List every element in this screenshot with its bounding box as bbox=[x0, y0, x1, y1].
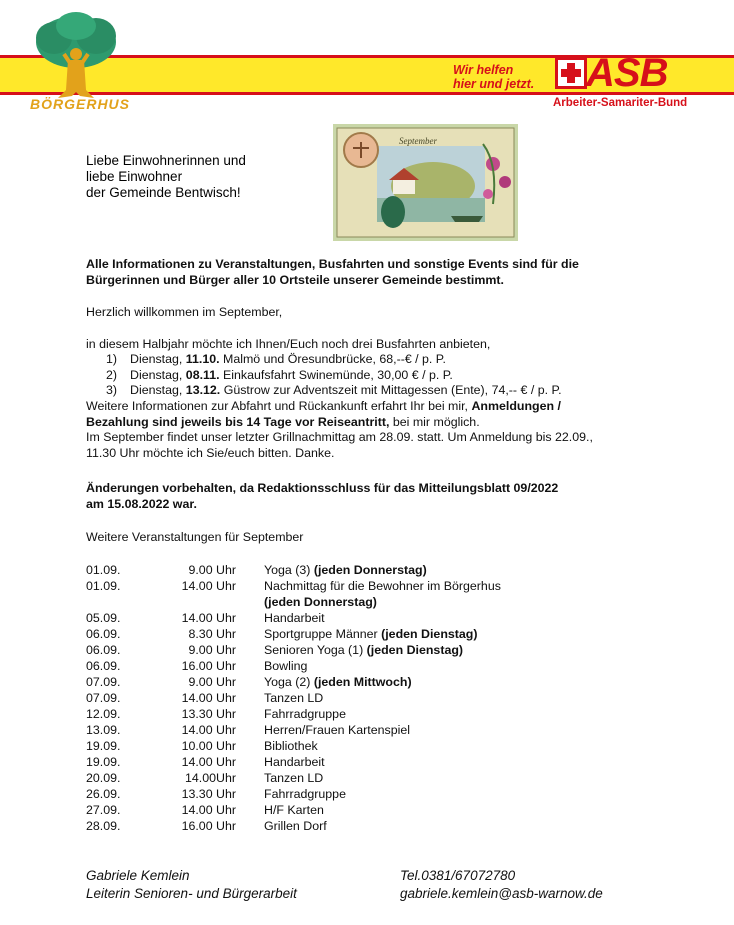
trip-day: Dienstag, bbox=[130, 367, 186, 382]
trip-date: 11.10. bbox=[185, 352, 220, 366]
footer-contact-right bbox=[400, 867, 603, 903]
asb-cross-icon bbox=[555, 57, 587, 89]
info-line-1 bbox=[86, 399, 686, 415]
bus-trip-list bbox=[106, 352, 686, 399]
event-name: Herren/Frauen Kartenspiel bbox=[264, 723, 411, 737]
event-name: Fahrradgruppe bbox=[264, 787, 346, 801]
intro-line-1: Alle Informationen zu Veranstaltungen, Busfahrten und sonstige Events sind für die bbox=[86, 257, 579, 271]
event-date: 01.09. bbox=[86, 579, 121, 593]
event-description bbox=[264, 642, 463, 658]
event-description bbox=[264, 626, 478, 642]
info-line-2 bbox=[86, 415, 686, 431]
trip-day: Dienstag, bbox=[130, 383, 186, 397]
trip-text: Einkaufsfahrt Swinemünde, 30,00 € / p. P. bbox=[219, 367, 453, 382]
event-time: 14.00 Uhr bbox=[181, 691, 236, 705]
event-time: 13.30 Uhr bbox=[181, 787, 236, 801]
event-time: 16.00 Uhr bbox=[181, 819, 236, 833]
event-name: Nachmittag für die Bewohner im Börgerhus bbox=[264, 579, 501, 593]
event-time: 9.00 Uhr bbox=[188, 643, 236, 657]
event-time: 10.00 Uhr bbox=[181, 739, 236, 753]
event-description bbox=[264, 770, 323, 786]
event-name: Yoga (2) bbox=[264, 675, 314, 689]
event-time: 16.00 Uhr bbox=[181, 659, 236, 673]
boergerhus-wordmark: BÖRGERHUS bbox=[30, 96, 131, 112]
event-date: 05.09. bbox=[86, 611, 121, 625]
event-recurrence-note: (jeden Dienstag) bbox=[366, 643, 464, 657]
event-name: Yoga (3) bbox=[264, 563, 314, 577]
event-name: Senioren Yoga (1) bbox=[264, 643, 367, 657]
event-name: Grillen Dorf bbox=[264, 819, 327, 833]
event-recurrence-note: (jeden Donnerstag) bbox=[264, 595, 377, 609]
greeting bbox=[86, 153, 246, 201]
greeting-line-3: der Gemeinde Bentwisch! bbox=[86, 185, 241, 200]
event-description bbox=[264, 578, 501, 594]
event-name: Bibliothek bbox=[264, 739, 318, 753]
event-date: 13.09. bbox=[86, 723, 121, 737]
asb-subtitle: Arbeiter-Samariter-Bund bbox=[553, 97, 688, 109]
event-date: 19.09. bbox=[86, 739, 121, 753]
event-name: H/F Karten bbox=[264, 803, 324, 817]
event-time: 8.30 Uhr bbox=[188, 627, 236, 641]
trip-text: Güstrow zur Adventszeit mit Mittagessen (Ente), 74,-- € / p. P. bbox=[220, 383, 562, 397]
event-recurrence-note: (jeden Donnerstag) bbox=[313, 563, 427, 577]
event-name: Sportgruppe Männer bbox=[264, 627, 382, 641]
event-description bbox=[264, 722, 410, 738]
trip-date: 08.11. bbox=[185, 367, 220, 382]
event-date: 20.09. bbox=[86, 771, 121, 785]
event-time: 14.00Uhr bbox=[185, 771, 236, 785]
intro-paragraph bbox=[86, 257, 686, 288]
info-bold-text: Bezahlung sind jeweils bis 14 Tage vor Reiseantritt, bbox=[86, 414, 390, 429]
contact-email: gabriele.kemlein@asb-warnow.de bbox=[400, 886, 603, 901]
event-date: 06.09. bbox=[86, 659, 121, 673]
slogan-line-1: Wir helfen bbox=[453, 63, 514, 77]
event-description bbox=[264, 674, 412, 690]
event-description bbox=[264, 754, 325, 770]
info-paragraph bbox=[86, 399, 686, 461]
event-description bbox=[264, 786, 346, 802]
event-name: Tanzen LD bbox=[264, 691, 324, 705]
trip-item bbox=[106, 368, 686, 384]
event-time: 9.00 Uhr bbox=[188, 563, 236, 577]
welcome-line: Herzlich willkommen im September, bbox=[86, 305, 283, 319]
event-description bbox=[264, 594, 377, 610]
event-date: 19.09. bbox=[86, 755, 121, 769]
notice-line-2: am 15.08.2022 war. bbox=[86, 496, 197, 511]
trip-item bbox=[106, 352, 686, 368]
event-time: 14.00 Uhr bbox=[181, 611, 236, 625]
info-text: bei mir möglich. bbox=[389, 414, 480, 429]
event-name: Handarbeit bbox=[264, 755, 325, 769]
event-name: Handarbeit bbox=[264, 611, 325, 625]
event-recurrence-note: (jeden Mittwoch) bbox=[313, 675, 412, 689]
event-time: 14.00 Uhr bbox=[181, 755, 236, 769]
event-time: 14.00 Uhr bbox=[181, 803, 236, 817]
event-date: 12.09. bbox=[86, 707, 121, 721]
event-date: 06.09. bbox=[86, 627, 121, 641]
trip-number: 2) bbox=[106, 367, 118, 382]
info-text: Weitere Informationen zur Abfahrt und Rückankunft erfahrt Ihr bei mir, bbox=[86, 399, 472, 413]
notice-paragraph bbox=[86, 481, 686, 512]
slogan-line-2: hier und jetzt. bbox=[453, 77, 535, 91]
trip-number: 1) bbox=[106, 352, 118, 366]
info-line-4: 11.30 Uhr möchte ich Sie/euch bitten. Danke. bbox=[86, 445, 335, 460]
trip-day: Dienstag, bbox=[130, 352, 186, 366]
event-time: 9.00 Uhr bbox=[188, 675, 236, 689]
event-name: Bowling bbox=[264, 659, 308, 673]
event-description bbox=[264, 802, 324, 818]
event-date: 07.09. bbox=[86, 691, 121, 705]
event-description bbox=[264, 690, 323, 706]
event-date: 06.09. bbox=[86, 643, 121, 657]
event-description bbox=[264, 706, 346, 722]
contact-role: Leiterin Senioren- und Bürgerarbeit bbox=[86, 886, 297, 901]
event-date: 01.09. bbox=[86, 563, 121, 577]
contact-name: Gabriele Kemlein bbox=[86, 868, 190, 883]
event-description bbox=[264, 818, 327, 834]
event-description bbox=[264, 658, 307, 674]
september-postcard-image bbox=[333, 124, 518, 241]
greeting-line-1: Liebe Einwohnerinnen und bbox=[86, 153, 246, 168]
events-heading: Weitere Veranstaltungen für September bbox=[86, 530, 304, 544]
event-name: Tanzen LD bbox=[264, 771, 324, 785]
event-recurrence-note: (jeden Dienstag) bbox=[381, 627, 478, 641]
event-time: 13.30 Uhr bbox=[181, 707, 236, 721]
event-time: 14.00 Uhr bbox=[181, 579, 236, 593]
event-date: 26.09. bbox=[86, 787, 121, 801]
asb-slogan bbox=[453, 63, 534, 91]
info-bold-text: Anmeldungen / bbox=[471, 399, 561, 413]
asb-logo-letters: ASB bbox=[586, 51, 668, 95]
event-time: 14.00 Uhr bbox=[181, 723, 236, 737]
event-description bbox=[264, 610, 325, 626]
halfyear-line: in diesem Halbjahr möchte ich Ihnen/Euch noch drei Busfahrten anbieten, bbox=[86, 337, 491, 351]
event-date: 27.09. bbox=[86, 803, 121, 817]
trip-date: 13.12. bbox=[185, 383, 221, 397]
event-date: 28.09. bbox=[86, 819, 121, 833]
footer-contact-left bbox=[86, 867, 297, 903]
intro-line-2: Bürgerinnen und Bürger aller 10 Ortsteile unserer Gemeinde bestimmt. bbox=[86, 272, 504, 287]
event-name: Fahrradgruppe bbox=[264, 707, 346, 721]
trip-number: 3) bbox=[106, 383, 118, 397]
notice-line-1: Änderungen vorbehalten, da Redaktionsschluss für das Mitteilungsblatt 09/2022 bbox=[86, 481, 559, 495]
event-date: 07.09. bbox=[86, 675, 121, 689]
greeting-line-2: liebe Einwohner bbox=[86, 169, 183, 184]
event-description bbox=[264, 738, 318, 754]
info-line-3: Im September findet unser letzter Grillnachmittag am 28.09. statt. Um Anmeldung bis 22.09., bbox=[86, 430, 593, 444]
contact-phone: Tel.0381/67072780 bbox=[400, 868, 516, 883]
postcard-caption: September bbox=[399, 136, 437, 146]
event-description bbox=[264, 562, 427, 578]
trip-text: Malmö und Öresundbrücke, 68,--€ / p. P. bbox=[219, 352, 446, 366]
trip-item bbox=[106, 383, 686, 399]
